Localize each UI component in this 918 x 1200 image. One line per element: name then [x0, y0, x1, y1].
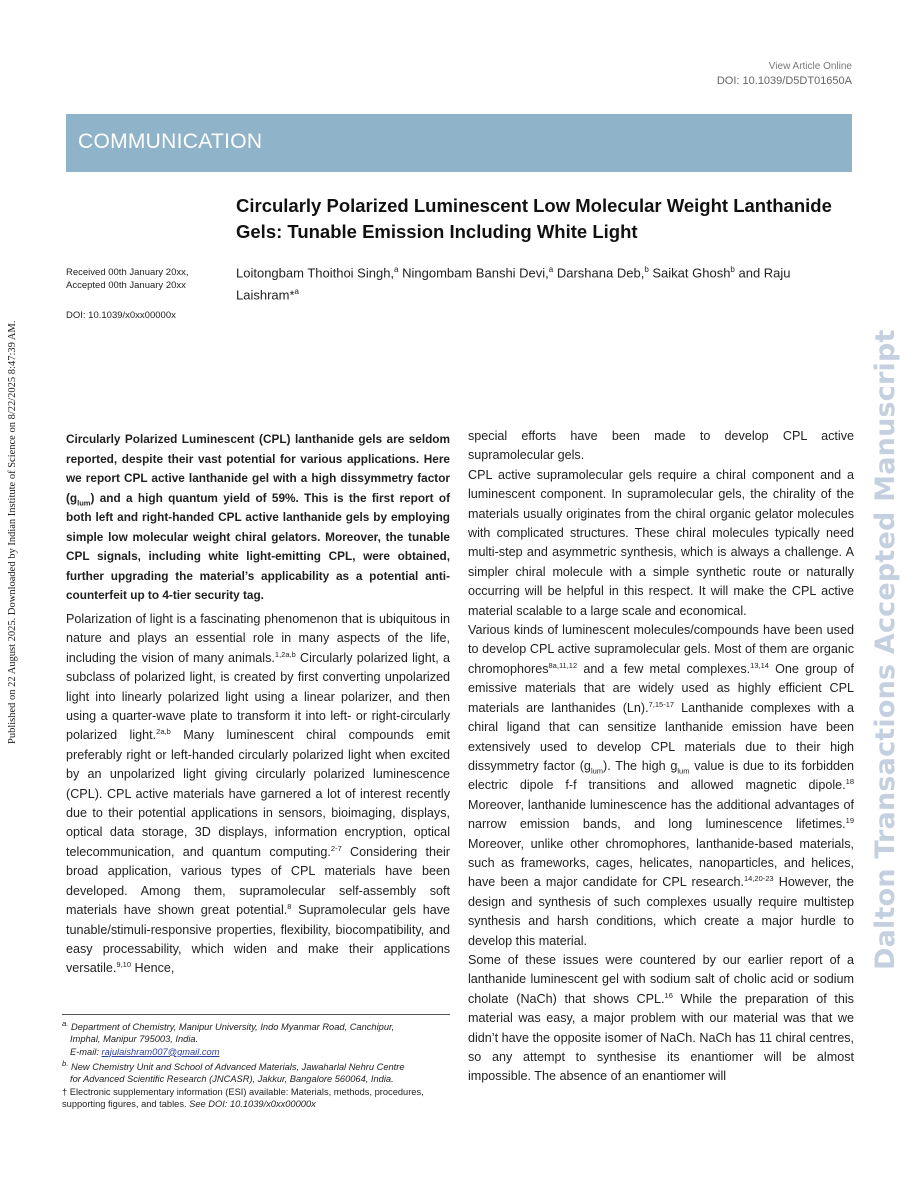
abstract: Circularly Polarized Luminescent (CPL) lanthanide gels are seldom reported, despite their vast potential for various applications. Here we report CPL active lanthanide gel with a high dissymmetry factor $(g_{lum})$ and a high quantum yield of 59%. This is the first report of both left and right-handed CPL active lanthanide gels by employing simple low molecular weight chiral gelators. Moreover, the tunable CPL signals, including white light-emitting CPL, were obtained, further upgrading the material’s applicability as a potential anti-counterfeit up to 4-tier security tag. [66, 432, 450, 602]
footnote-email [62, 1046, 450, 1058]
email-link[interactable]: rajulaishram007@gmail.com [101, 1046, 220, 1057]
view-article-online-link[interactable]: View Article Online [768, 61, 852, 72]
body-paragraph: Some of these issues were countered by our earlier report of a lanthanide luminescent gel with sodium salt of cholic acid or sodium cholate (NaCh) that shows CPL.$^{16}$ While the preparation of this material was easy, a major problem with our material was that we didn’t have the opposite isomer of NaCh. NaCh has 11 chiral centres, so any attempt to synthesise its enantiomer will be almost impossible. The absence of an enantiomer will [468, 952, 854, 1084]
intro-paragraph: Polarization of light is a fascinating phenomenon that is ubiquitous in nature and plays an essential role in many aspects of the life, including the vision of many animals.$^{1,2a,b}$ Circularly polarized light, a subclass of polarized light, is created by first converting unpolarized light into linearly polarized light using a linear polarizer, and then using a quarter-wave plate to transform it into left- or right-circularly polarized light.$^{2a,b}$ Many luminescent chiral compounds emit preferably right or left-handed circularly polarized light when excited by an unpolarized light giving circularly polarized luminescence (CPL). CPL active materials have garnered a lot of interest recently due to their potential applications in sensors, bioimaging, displays, optical data storage, 3D displays, information encryption, optical telecommunication, and quantum computing.$^{2-7}$ Considering their broad application, various types of CPL materials have been developed. Among them, supramolecular self-assembly soft materials have shown great potential.$^8$ Supramolecular gels have tunable/stimuli-responsive properties, flexibility, biocompatibility, and easy processability, which widen and make their applications versatile.$^{9,10}$ Hence, [66, 612, 450, 976]
footnote-esi: † Electronic supplementary information (ESI) available: Materials, methods, procedures, supporting figures, and tables. See DOI: 10.1039/x0xx00000x [62, 1086, 424, 1109]
body-paragraph: special efforts have been made to develop CPL active supramolecular gels. [468, 429, 854, 463]
publication-stamp-text: Published on 22 August 2025. Downloaded by Indian Institute of Science on 8/22/2025 8:47:39 AM. [7, 320, 18, 744]
section-label: COMMUNICATION [78, 130, 263, 153]
email-label: E-mail: [70, 1046, 102, 1057]
accepted-date: Accepted 00th January 20xx [66, 280, 186, 291]
body-right-column [468, 427, 854, 1087]
footnote-affiliation-a-address: Imphal, Manipur 795003, India. [70, 1034, 199, 1045]
author-list: Loitongbam Thoithoi Singh,$^a$ Ningombam Banshi Devi,$^a$ Darshana Deb,$^b$ Saikat Ghosh$^b$ and Raju Laishram*$^a$ [236, 265, 791, 303]
article-online-header [717, 60, 852, 88]
body-paragraph: Various kinds of luminescent molecules/compounds have been used to develop CPL active supramolecular gels. Most of them are organic chromophores$^{8a,11,12}$ and a few metal complexes.$^{13,14}$ One group of emissive materials that are widely used as highly efficient CPL materials are lanthanides (Ln).$^{7,15-17}$ Lanthanide complexes with a chiral ligand that can sensitize lanthanide emission have been extensively used to develop CPL materials due to their high dissymmetry factor $(g_{lum})$. The high $g_{lum}$ value is due to its forbidden electric dipole f-f transitions and allowed magnetic dipole.$^{18}$ Moreover, lanthanide luminescence has the additional advantages of narrow emission bands, and long luminescence lifetimes.$^{19}$ Moreover, unlike other chromophores, lanthanide-based materials, such as frameworks, cages, helicates, nanoparticles, and helices, have been a major candidate for CPL research.$^{14,20-23}$ However, the design and synthesis of such complexes usually require multistep synthesis and harsh conditions, which create a major hurdle to develop this material. [468, 623, 855, 948]
footnote-affiliation-b-address: for Advanced Scientific Research (JNCASR), Jakkur, Bangalore 560064, India. [70, 1074, 394, 1085]
article-title: Circularly Polarized Luminescent Low Molecular Weight Lanthanide Gels: Tunable Emission Including White Light [236, 195, 832, 242]
footnote-affiliation-a: $^{a.}$ Department of Chemistry, Manipur University, Indo Myanmar Road, Canchipur, [62, 1019, 395, 1033]
manuscript-doi: DOI: 10.1039/x0xx00000x [66, 310, 176, 321]
footnotes [62, 1018, 450, 1110]
body-paragraph: CPL active supramolecular gels require a chiral component and a luminescent component. In supramolecular gels, the chirality of the materials usually originates from the chiral organic gelator molecules with complicated structures. These chiral molecules typically need multi-step and asymmetric synthesis, which is always a challenge. A simpler chiral molecule with a simple synthetic route or naturally occurring will be helpful in this respect. It will make the CPL active material scalable to a large scale and economical. [468, 467, 854, 618]
received-dates [66, 266, 189, 292]
received-date: Received 00th January 20xx, [66, 267, 189, 278]
footnote-affiliation-b: $^{b.}$ New Chemistry Unit and School of Advanced Materials, Jawaharlal Nehru Centre [62, 1058, 405, 1073]
watermark-text: Dalton Transactions Accepted Manuscript [870, 329, 901, 970]
section-banner [66, 114, 852, 172]
article-doi: DOI: 10.1039/D5DT01650A [716, 75, 852, 87]
footnote-divider [62, 1014, 450, 1015]
